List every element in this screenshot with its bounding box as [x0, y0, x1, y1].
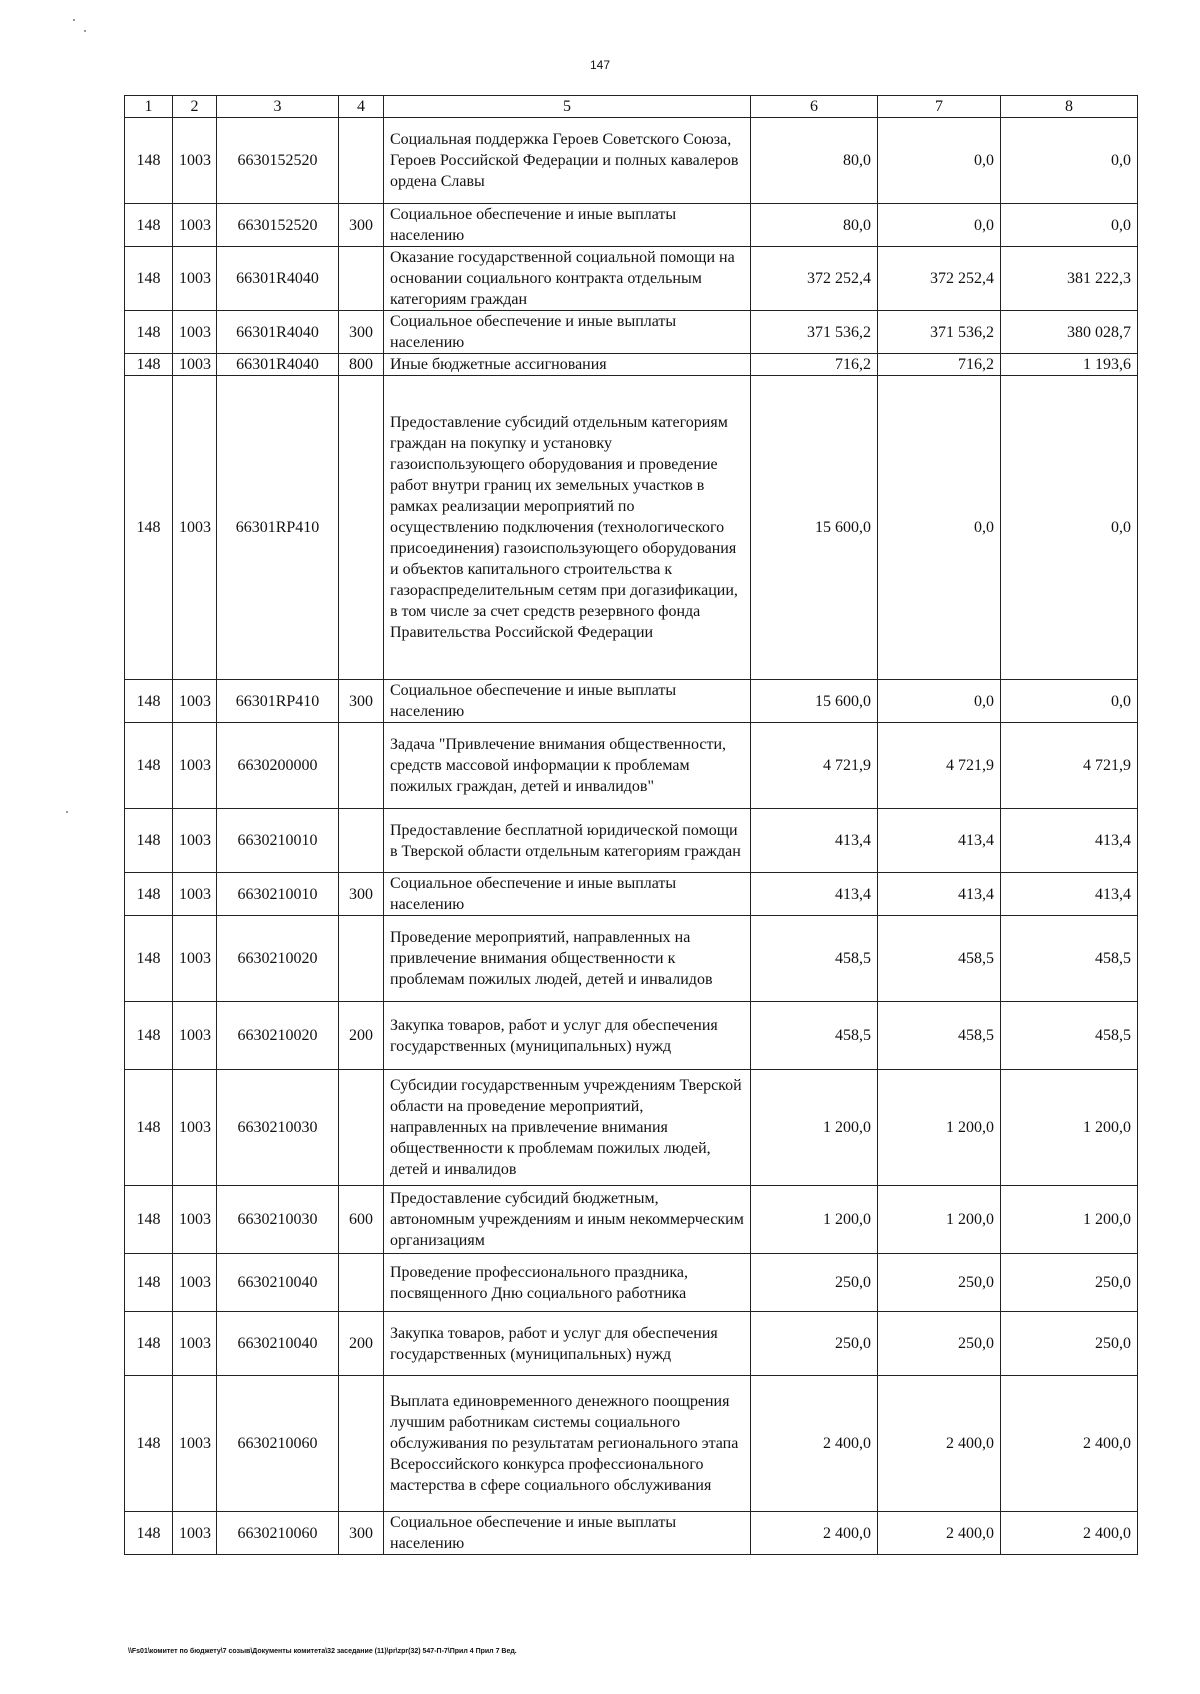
- col-header-4: 4: [339, 96, 384, 118]
- cell-chapter: 148: [125, 1376, 173, 1512]
- cell-section: 1003: [173, 1376, 217, 1512]
- cell-amount-col6: 1 200,0: [751, 1070, 878, 1186]
- table-row: [125, 809, 1138, 873]
- table-row: [125, 680, 1138, 723]
- cell-section: 1003: [173, 247, 217, 311]
- table-row: [125, 873, 1138, 916]
- cell-chapter: 148: [125, 723, 173, 809]
- cell-description: Предоставление субсидий бюджетным, автономным учреждениям и иным некоммерческим организациям: [384, 1186, 751, 1254]
- cell-target-article: 6630200000: [217, 723, 339, 809]
- cell-section: 1003: [173, 1002, 217, 1070]
- cell-amount-col7: 0,0: [878, 376, 1001, 680]
- cell-expense-type: [339, 1254, 384, 1312]
- cell-amount-col6: 80,0: [751, 118, 878, 204]
- cell-amount-col6: 80,0: [751, 204, 878, 247]
- cell-section: 1003: [173, 118, 217, 204]
- cell-description: Субсидии государственным учреждениям Тверской области на проведение мероприятий, направленных на привлечение внимания общественности к проблемам пожилых людей, детей и инвалидов: [384, 1070, 751, 1186]
- table-row: [125, 1002, 1138, 1070]
- cell-expense-type: [339, 723, 384, 809]
- cell-expense-type: [339, 1070, 384, 1186]
- table-row: [125, 1186, 1138, 1254]
- cell-amount-col8: 413,4: [1001, 873, 1138, 916]
- table-row: [125, 376, 1138, 680]
- cell-amount-col8: 0,0: [1001, 376, 1138, 680]
- cell-amount-col8: 4 721,9: [1001, 723, 1138, 809]
- cell-description: Социальное обеспечение и иные выплаты населению: [384, 311, 751, 354]
- cell-target-article: 6630210060: [217, 1512, 339, 1555]
- cell-amount-col8: 1 200,0: [1001, 1070, 1138, 1186]
- cell-amount-col6: 15 600,0: [751, 376, 878, 680]
- cell-amount-col6: 458,5: [751, 1002, 878, 1070]
- cell-amount-col6: 372 252,4: [751, 247, 878, 311]
- cell-expense-type: 300: [339, 680, 384, 723]
- cell-description: Социальная поддержка Героев Советского Союза, Героев Российской Федерации и полных кавалеров ордена Славы: [384, 118, 751, 204]
- cell-chapter: 148: [125, 1312, 173, 1376]
- cell-section: 1003: [173, 723, 217, 809]
- cell-section: 1003: [173, 1512, 217, 1555]
- cell-expense-type: 300: [339, 873, 384, 916]
- cell-amount-col8: 2 400,0: [1001, 1512, 1138, 1555]
- table-row: [125, 1512, 1138, 1555]
- cell-target-article: 6630210010: [217, 873, 339, 916]
- cell-chapter: 148: [125, 873, 173, 916]
- cell-description: Закупка товаров, работ и услуг для обеспечения государственных (муниципальных) нужд: [384, 1312, 751, 1376]
- cell-description: Социальное обеспечение и иные выплаты населению: [384, 680, 751, 723]
- cell-amount-col6: 371 536,2: [751, 311, 878, 354]
- cell-amount-col7: 371 536,2: [878, 311, 1001, 354]
- cell-amount-col7: 1 200,0: [878, 1070, 1001, 1186]
- cell-expense-type: [339, 118, 384, 204]
- cell-description: Иные бюджетные ассигнования: [384, 354, 751, 376]
- cell-chapter: 148: [125, 809, 173, 873]
- cell-expense-type: 200: [339, 1312, 384, 1376]
- cell-expense-type: [339, 376, 384, 680]
- cell-amount-col6: 250,0: [751, 1254, 878, 1312]
- cell-amount-col6: 413,4: [751, 873, 878, 916]
- cell-section: 1003: [173, 873, 217, 916]
- cell-description: Проведение мероприятий, направленных на привлечение внимания общественности к проблемам пожилых людей, детей и инвалидов: [384, 916, 751, 1002]
- cell-expense-type: 200: [339, 1002, 384, 1070]
- scan-speck: [73, 19, 75, 21]
- cell-amount-col8: 1 200,0: [1001, 1186, 1138, 1254]
- table-row: [125, 1254, 1138, 1312]
- page-number: 147: [589, 58, 611, 72]
- cell-section: 1003: [173, 1070, 217, 1186]
- cell-amount-col8: 250,0: [1001, 1254, 1138, 1312]
- cell-description: Задача "Привлечение внимания общественности, средств массовой информации к проблемам пожилых граждан, детей и инвалидов": [384, 723, 751, 809]
- cell-expense-type: 600: [339, 1186, 384, 1254]
- cell-chapter: 148: [125, 376, 173, 680]
- cell-amount-col7: 372 252,4: [878, 247, 1001, 311]
- col-header-6: 6: [751, 96, 878, 118]
- cell-amount-col7: 716,2: [878, 354, 1001, 376]
- cell-amount-col6: 250,0: [751, 1312, 878, 1376]
- table-row: [125, 1070, 1138, 1186]
- cell-description: Социальное обеспечение и иные выплаты населению: [384, 1512, 751, 1555]
- cell-chapter: 148: [125, 916, 173, 1002]
- cell-amount-col6: 15 600,0: [751, 680, 878, 723]
- cell-target-article: 6630210030: [217, 1186, 339, 1254]
- cell-amount-col7: 4 721,9: [878, 723, 1001, 809]
- cell-expense-type: [339, 809, 384, 873]
- cell-amount-col8: 0,0: [1001, 680, 1138, 723]
- file-path-footer: \\Fs01\комитет по бюджету\7 созыв\Документы комитета\32 заседание (11)\pr\zpr(32) 547-П-7\Прил 4 Прил 7 Вед.: [128, 1648, 517, 1655]
- cell-amount-col7: 458,5: [878, 1002, 1001, 1070]
- col-header-3: 3: [217, 96, 339, 118]
- cell-amount-col6: 1 200,0: [751, 1186, 878, 1254]
- cell-section: 1003: [173, 1312, 217, 1376]
- cell-section: 1003: [173, 376, 217, 680]
- cell-amount-col7: 2 400,0: [878, 1376, 1001, 1512]
- cell-expense-type: 300: [339, 1512, 384, 1555]
- cell-amount-col7: 0,0: [878, 680, 1001, 723]
- cell-description: Предоставление бесплатной юридической помощи в Тверской области отдельным категориям граждан: [384, 809, 751, 873]
- cell-chapter: 148: [125, 1512, 173, 1555]
- cell-section: 1003: [173, 680, 217, 723]
- cell-amount-col8: 413,4: [1001, 809, 1138, 873]
- cell-chapter: 148: [125, 204, 173, 247]
- table-row: [125, 204, 1138, 247]
- cell-chapter: 148: [125, 1186, 173, 1254]
- cell-amount-col7: 1 200,0: [878, 1186, 1001, 1254]
- cell-chapter: 148: [125, 1070, 173, 1186]
- cell-description: Социальное обеспечение и иные выплаты населению: [384, 204, 751, 247]
- cell-target-article: 6630210040: [217, 1312, 339, 1376]
- cell-chapter: 148: [125, 247, 173, 311]
- cell-description: Проведение профессионального праздника, посвященного Дню социального работника: [384, 1254, 751, 1312]
- cell-section: 1003: [173, 1254, 217, 1312]
- cell-description: Закупка товаров, работ и услуг для обеспечения государственных (муниципальных) нужд: [384, 1002, 751, 1070]
- cell-amount-col7: 0,0: [878, 204, 1001, 247]
- cell-target-article: 66301R4040: [217, 354, 339, 376]
- cell-target-article: 6630152520: [217, 118, 339, 204]
- col-header-1: 1: [125, 96, 173, 118]
- cell-amount-col7: 250,0: [878, 1312, 1001, 1376]
- cell-amount-col6: 2 400,0: [751, 1512, 878, 1555]
- cell-description: Оказание государственной социальной помощи на основании социального контракта отдельным категориям граждан: [384, 247, 751, 311]
- cell-amount-col8: 458,5: [1001, 1002, 1138, 1070]
- cell-target-article: 66301R4040: [217, 311, 339, 354]
- col-header-8: 8: [1001, 96, 1138, 118]
- table-row: [125, 118, 1138, 204]
- cell-target-article: 66301RP410: [217, 376, 339, 680]
- table-row: [125, 1376, 1138, 1512]
- cell-section: 1003: [173, 916, 217, 1002]
- cell-amount-col7: 0,0: [878, 118, 1001, 204]
- cell-amount-col6: 458,5: [751, 916, 878, 1002]
- cell-target-article: 6630210010: [217, 809, 339, 873]
- cell-chapter: 148: [125, 118, 173, 204]
- cell-amount-col7: 458,5: [878, 916, 1001, 1002]
- cell-chapter: 148: [125, 311, 173, 354]
- cell-amount-col7: 413,4: [878, 809, 1001, 873]
- cell-amount-col8: 1 193,6: [1001, 354, 1138, 376]
- cell-section: 1003: [173, 204, 217, 247]
- cell-description: Выплата единовременного денежного поощрения лучшим работникам системы социального обслуживания по результатам регионального этапа Всероссийского конкурса профессионального мастерства в сфере социального обслуживания: [384, 1376, 751, 1512]
- cell-target-article: 66301R4040: [217, 247, 339, 311]
- column-number-row: [125, 96, 1138, 118]
- cell-amount-col8: 250,0: [1001, 1312, 1138, 1376]
- cell-amount-col8: 2 400,0: [1001, 1376, 1138, 1512]
- cell-target-article: 6630152520: [217, 204, 339, 247]
- cell-amount-col8: 0,0: [1001, 118, 1138, 204]
- cell-chapter: 148: [125, 354, 173, 376]
- cell-target-article: 6630210060: [217, 1376, 339, 1512]
- cell-expense-type: 800: [339, 354, 384, 376]
- cell-target-article: 6630210020: [217, 916, 339, 1002]
- table-row: [125, 723, 1138, 809]
- cell-amount-col6: 413,4: [751, 809, 878, 873]
- cell-section: 1003: [173, 1186, 217, 1254]
- cell-amount-col6: 2 400,0: [751, 1376, 878, 1512]
- cell-chapter: 148: [125, 1002, 173, 1070]
- table-row: [125, 354, 1138, 376]
- cell-expense-type: [339, 247, 384, 311]
- table-row: [125, 247, 1138, 311]
- cell-description: Социальное обеспечение и иные выплаты населению: [384, 873, 751, 916]
- cell-section: 1003: [173, 354, 217, 376]
- cell-expense-type: 300: [339, 204, 384, 247]
- cell-target-article: 66301RP410: [217, 680, 339, 723]
- cell-chapter: 148: [125, 680, 173, 723]
- budget-table: [124, 95, 1138, 1555]
- table-row: [125, 916, 1138, 1002]
- cell-expense-type: 300: [339, 311, 384, 354]
- cell-target-article: 6630210020: [217, 1002, 339, 1070]
- cell-amount-col8: 380 028,7: [1001, 311, 1138, 354]
- cell-amount-col7: 2 400,0: [878, 1512, 1001, 1555]
- scan-speck: [84, 30, 86, 32]
- scan-speck: [66, 811, 68, 813]
- table-row: [125, 311, 1138, 354]
- cell-amount-col7: 413,4: [878, 873, 1001, 916]
- cell-chapter: 148: [125, 1254, 173, 1312]
- cell-expense-type: [339, 1376, 384, 1512]
- cell-description: Предоставление субсидий отдельным категориям граждан на покупку и установку газоиспользующего оборудования и проведение работ внутри границ их земельных участков в рамках реализации мероприятий по осуществлению подключения (технологического присоединения) газоиспользующего оборудования и объектов капитального строительства к газораспределительным сетям при догазификации, в том числе за счет средств резервного фонда Правительства Российской Федерации: [384, 376, 751, 680]
- table-row: [125, 1312, 1138, 1376]
- cell-amount-col8: 458,5: [1001, 916, 1138, 1002]
- col-header-5: 5: [384, 96, 751, 118]
- cell-section: 1003: [173, 311, 217, 354]
- cell-target-article: 6630210040: [217, 1254, 339, 1312]
- cell-amount-col8: 381 222,3: [1001, 247, 1138, 311]
- col-header-7: 7: [878, 96, 1001, 118]
- cell-target-article: 6630210030: [217, 1070, 339, 1186]
- cell-amount-col6: 716,2: [751, 354, 878, 376]
- cell-amount-col8: 0,0: [1001, 204, 1138, 247]
- cell-section: 1003: [173, 809, 217, 873]
- cell-amount-col6: 4 721,9: [751, 723, 878, 809]
- cell-amount-col7: 250,0: [878, 1254, 1001, 1312]
- col-header-2: 2: [173, 96, 217, 118]
- cell-expense-type: [339, 916, 384, 1002]
